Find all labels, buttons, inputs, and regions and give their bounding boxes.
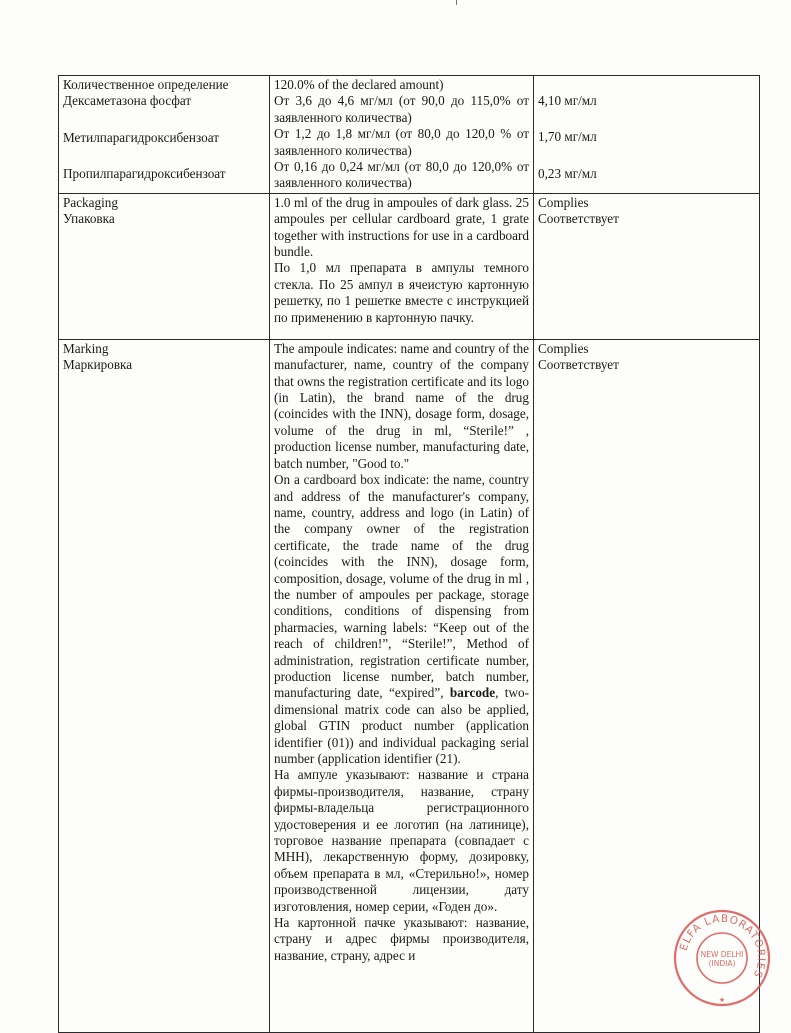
assay-result-dexamethasone: 4,10 мг/мл — [538, 93, 597, 108]
packaging-parameter-cell — [59, 193, 270, 339]
assay-parameter-cell — [59, 76, 270, 194]
marking-requirement-ru-box: На картонной пачке указывают: название, страну и адрес фирмы производителя, название, страну, адрес и — [274, 915, 529, 963]
packaging-requirement-en: 1.0 ml of the drug in ampoules of dark glass. 25 ampoules per cellular cardboard grate, 1 grate together with instructions for use in a cardboard bundle. — [274, 194, 529, 260]
table-row-assay — [59, 76, 760, 194]
marking-requirement-ru-ampoule: На ампуле указывают: название и страна фирмы-производителя, название, страну фирмы-владельца регистрационного удостоверения и ее логотип (на латинице), торговое название препарата (совпадает с МНН), лекарственную форму, дозировку, объем препарата в мл, «Стерильно!», номер производственной лицензии, дату изготовления, номер серии, «Годен до». — [274, 767, 529, 914]
packaging-result-en: Complies — [538, 194, 589, 210]
assay-requirement-methylparaben: От 1,2 до 1,8 мг/мл (от 80,0 до 120,0 % от заявленного количества) — [274, 126, 529, 158]
stamp-ring-text: ELFA LABORATORIES — [677, 912, 768, 981]
stamp-center-country: (INDIA) — [708, 959, 736, 968]
scan-mark — [456, 0, 457, 5]
assay-requirement-intro: 120.0% of the declared amount) — [274, 77, 444, 92]
marking-box-text-part2: , two-dimensional matrix code can also be applied, global GTIN product number (application identifier (01)) and individual packaging serial number (application identifier (21). — [274, 685, 529, 766]
marking-label-en: Marking — [63, 340, 109, 356]
specification-table — [58, 75, 760, 1033]
assay-item-propylparaben: Пропилпарагидроксибензоат — [63, 166, 226, 182]
laboratory-stamp — [672, 908, 772, 1008]
assay-result-methylparaben: 1,70 мг/мл — [538, 129, 597, 145]
marking-barcode-term: barcode — [449, 685, 496, 701]
assay-item-methylparaben: Метилпарагидроксибензоат — [63, 129, 219, 145]
assay-result-propylparaben: 0,23 мг/мл — [538, 165, 597, 181]
packaging-result-cell — [534, 193, 760, 339]
assay-result-cell — [534, 76, 760, 194]
stamp-center-city: NEW DELHI — [700, 950, 744, 959]
table-row-packaging — [59, 193, 760, 339]
assay-title: Количественное определение — [63, 77, 229, 92]
marking-result-ru: Соответствует — [538, 357, 619, 373]
assay-item-dexamethasone: Дексаметазона фосфат — [63, 93, 192, 109]
assay-requirement-cell — [270, 76, 534, 194]
packaging-requirement-ru: По 1,0 мл препарата в ампулы темного стекла. По 25 ампул в ячеистую картонную решетку, по 1 решетке вместе с инструкцией по применению в картонную пачку. — [274, 260, 529, 325]
packaging-label-en: Packaging — [63, 194, 118, 210]
marking-result-en: Complies — [538, 340, 589, 356]
packaging-result-ru: Соответствует — [538, 211, 619, 227]
marking-requirement-en-ampoule: The ampoule indicates: name and country of the manufacturer, name, country of the company that owns the registration certificate and its logo (in Latin), the brand name of the drug (coincides with the INN), dosage form, dosage, volume of the drug in ml, “Sterile!” , production license number, manufacturing date, batch number, "Good to." — [274, 340, 529, 471]
marking-requirement-en-box — [274, 472, 529, 767]
packaging-requirement-cell — [270, 193, 534, 339]
packaging-label-ru: Упаковка — [63, 211, 115, 227]
stamp-star-icon: ★ — [718, 996, 726, 1004]
assay-requirement-dexamethasone: От 3,6 до 4,6 мг/мл (от 90,0 до 115,0% от заявленного количества) — [274, 93, 529, 125]
marking-parameter-cell — [59, 339, 270, 1032]
assay-requirement-propylparaben: От 0,16 до 0,24 мг/мл (от 80,0 до 120,0% от заявленного количества) — [274, 159, 529, 191]
marking-box-text-part1: On a cardboard box indicate: the name, country and address of the manufacturer's company, name, country, address and logo (in Latin) of the company owner of the registration certificate, the trade name of the drug (coincides with the INN), dosage form, composition, dosage, volume of the drug in ml , the number of ampoules per package, storage conditions, conditions of dispensing from pharmacies, warning labels: “Keep out of the reach of children!”, “Sterile!”, Method of administration, registration certificate number, production license number, batch number, manufacturing date, “expired”, — [274, 472, 529, 701]
table-row-marking — [59, 339, 760, 1032]
marking-requirement-cell — [270, 339, 534, 1032]
marking-label-ru: Маркировка — [63, 357, 133, 373]
